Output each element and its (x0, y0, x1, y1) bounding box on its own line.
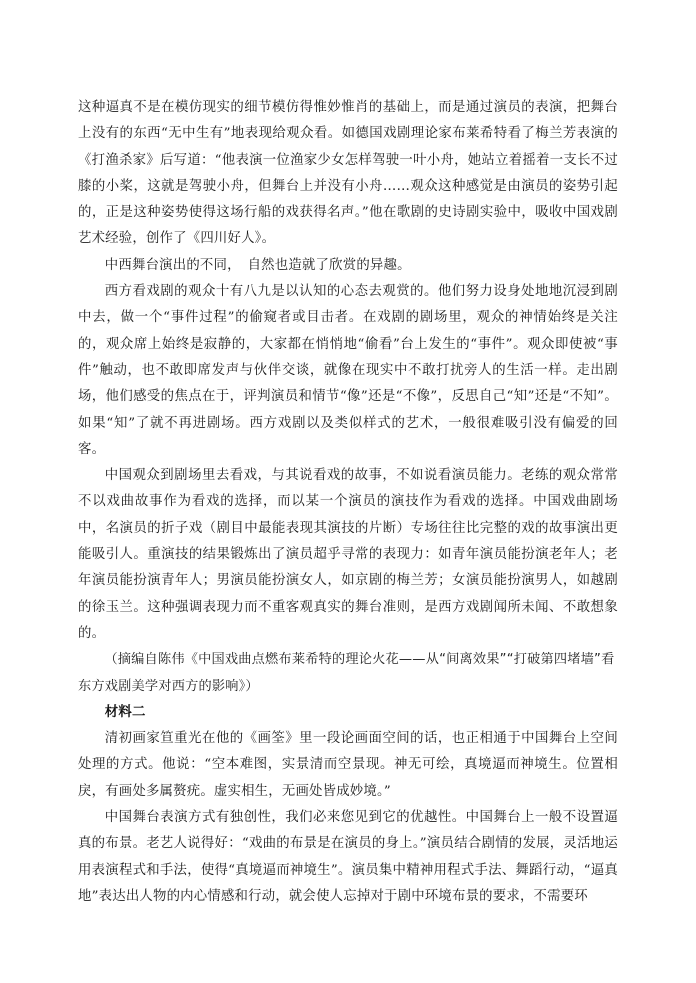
paragraph-transition: 中西舞台演出的不同， 自然也造就了欣赏的异趣。 (104, 257, 411, 273)
paragraph-continuation: 这种逼真不是在模仿现实的细节模仿得惟妙惟肖的基础上，而是通过演员的表演，把舞台上没有的东西“无中生有”地表现给观众看。如德国戏剧理论家布莱希特看了梅兰芳表演的《打渔杀家》后写道：“他表演一位渔家少女怎样驾驶一叶小舟，她站立着摇着一支长不过膝的小桨，这就是驾驶小舟，但舞台上并没有小舟……观众这种感觉是由演员的姿势引起的，正是这种姿势使得这场行船的戏获得名声。”他在歌剧的史诗剧实验中，吸收中国戏剧艺术经验，创作了《四川好人》。 (78, 100, 618, 247)
paragraph-western-audience: 西方看戏剧的观众十有八九是以认知的心态去观赏的。他们努力设身处地地沉浸到剧中去，做一个“事件过程”的偷窥者或目击者。在戏剧的剧场里，观众的神情始终是关注的，观众席上始终是寂静的，大家都在悄悄地“偷看”台上发生的“事件”。观众即使被“事件”触动，也不敢即席发声与伙伴交谈，就像在现实中不敢打扰旁人的生活一样。走出剧场，他们感受的焦点在于，评判演员和情节“像”还是“不像”，反思自己“知”还是“不知”。如果“知”了就不再进剧场。西方戏剧以及类似样式的艺术，一般很难吸引没有偏爱的回客。 (78, 284, 618, 457)
paragraph-chinese-audience: 中国观众到剧场里去看戏，与其说看戏的故事，不如说看演员能力。老练的观众常常不以戏曲故事作为看戏的选择，而以某一个演员的演技作为看戏的选择。中国戏曲剧场中，名演员的折子戏（剧目中最能表现其演技的片断）专场往往比完整的戏的故事演出更能吸引人。重演技的结果锻炼出了演员超乎寻常的表现力：如青年演员能扮演老年人；老年演员能扮演青年人；男演员能扮演女人，如京剧的梅兰芳；女演员能扮演男人，如越剧的徐玉兰。这种强调表现力而不重客观真实的舞台准则，是西方戏剧闻所未闻、不敢想象的。 (78, 468, 618, 641)
source-citation: （摘编自陈伟《中国戏曲点燃布莱希特的理论火花——从“间离效果”“打破第四堵墙”看东方戏剧美学对西方的影响》） (78, 652, 615, 694)
paragraph-painting-space: 清初画家笪重光在他的《画筌》里一段论画面空间的话，也正相通于中国舞台上空间处理的方式。他说：“空本难图，实景清而空景现。神无可绘，真境逼而神境生。位置相戾，有画处多属赘疣。虚实相生，无画处皆成妙境。” (78, 731, 618, 799)
document-body (78, 95, 618, 910)
section-heading: 材料二 (104, 704, 146, 720)
paragraph-stage-method: 中国舞台表演方式有独创性，我们必来您见到它的优越性。中国舞台上一般不设置逼真的布景。老艺人说得好：“戏曲的布景是在演员的身上。”演员结合剧情的发展，灵活地运用表演程式和手法，使得“真境逼而神境生”。演员集中精神用程式手法、舞蹈行动，“逼真地”表达出人物的内心情感和行动，就会使人忘掉对于剧中环境布景的要求，不需要环 (78, 810, 618, 904)
